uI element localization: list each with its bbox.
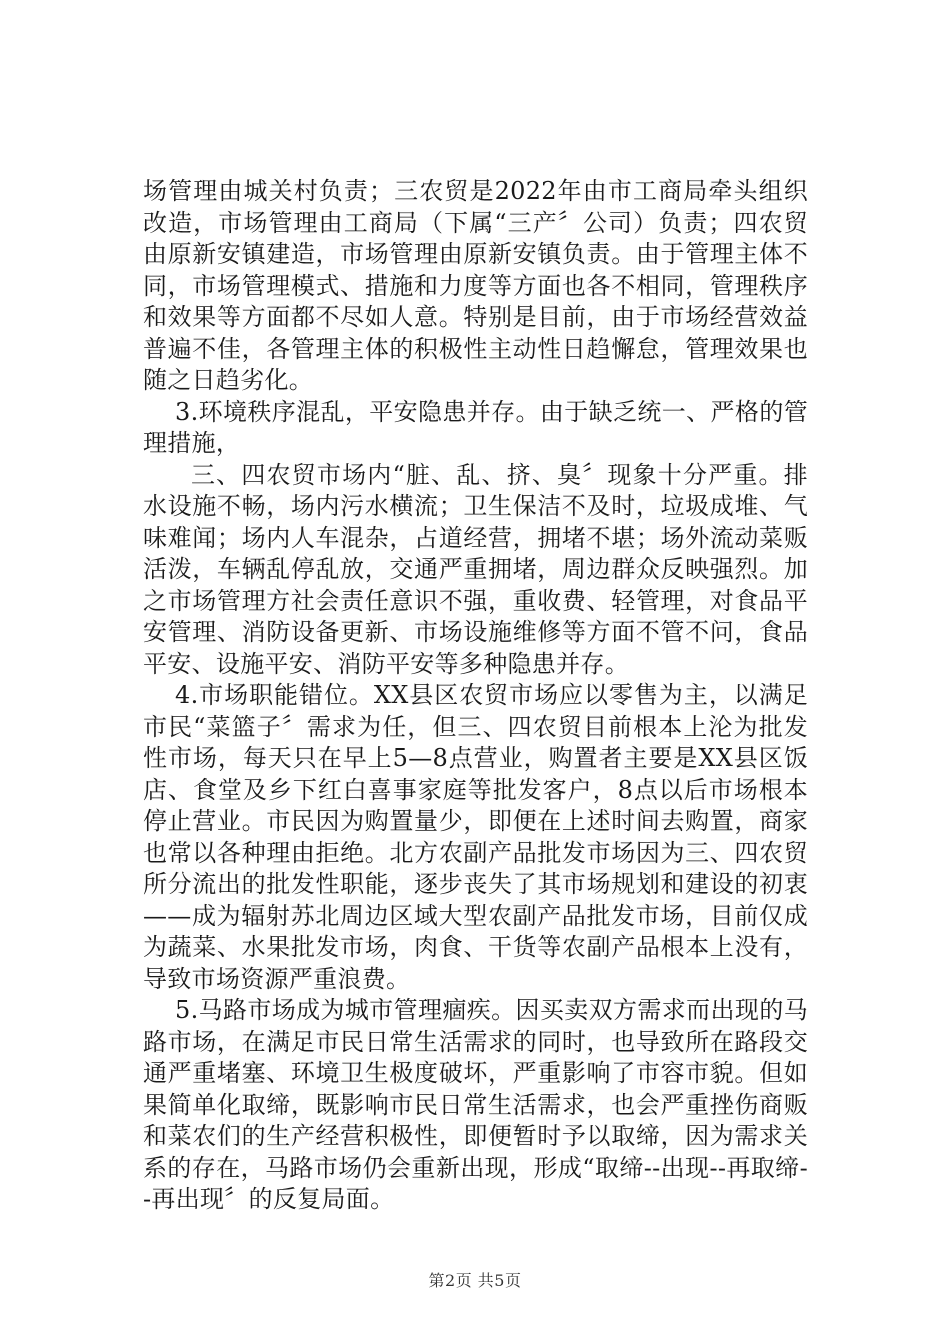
paragraph-road-market: 5.马路市场成为城市管理痼疾。因买卖双方需求而出现的马路市场，在满足市民日常生活需求的同时，也导致所在路段交通严重堵塞、环境卫生极度破坏，严重影响了市容市貌。但如果简单化取缔，既影响市民日常生活需求，也会严重挫伤商贩和菜农们的生产经营积极性，即便暂时予以取缔，因为需求关系的存在，马路市场仍会重新出现，形成“取缔--出现--再取缔--再出现〞的反复局面。 xyxy=(143,996,808,1213)
page-number-footer: 第2页 共5页 xyxy=(428,1271,522,1290)
paragraph-market-conditions: 三、四农贸市场内“脏、乱、挤、臭〞现象十分严重。排水设施不畅，场内污水横流；卫生保洁不及时，垃圾成堆、气味难闻；场内人车混杂，占道经营，拥堵不堪；场外流动菜贩活泼，车辆乱停乱放，交通严重拥堵，周边群众反映强烈。加之市场管理方社会责任意识不强，重收费、轻管理，对食品平安管理、消防设备更新、市场设施维修等方面不管不问，食品平安、设施平安、消防平安等多种隐患并存。 xyxy=(143,460,808,678)
paragraph-market-function: 4.市场职能错位。XX县区农贸市场应以零售为主，以满足市民“菜篮子〞需求为任，但三、四农贸目前根本上沦为批发性市场，每天只在早上5—8点营业，购置者主要是XX县区饭店、食堂及乡下红白喜事家庭等批发客户，8点以后市场根本停止营业。市民因为购置量少，即便在上述时间去购置，商家也常以各种理由拒绝。北方农副产品批发市场因为三、四农贸所分流出的批发性职能，逐步丧失了其市场规划和建设的初衷——成为辐射苏北周边区域大型农副产品批发市场，目前仅成为蔬菜、水果批发市场，肉食、干货等农副产品根本上没有，导致市场资源严重浪费。 xyxy=(143,681,808,993)
document-body xyxy=(143,176,808,1216)
paragraph-environment-order: 3.环境秩序混乱，平安隐患并存。由于缺乏统一、严格的管理措施， xyxy=(143,397,808,457)
paragraph-management: 场管理由城关村负责；三农贸是2022年由市工商局牵头组织改造，市场管理由工商局（下属“三产〞公司）负责；四农贸由原新安镇建造，市场管理由原新安镇负责。由于管理主体不同，市场管理模式、措施和力度等方面也各不相同，管理秩序和效果等方面都不尽如人意。特别是目前，由于市场经营效益普遍不佳，各管理主体的积极性主动性日趋懈怠，管理效果也随之日趋劣化。 xyxy=(143,177,808,394)
